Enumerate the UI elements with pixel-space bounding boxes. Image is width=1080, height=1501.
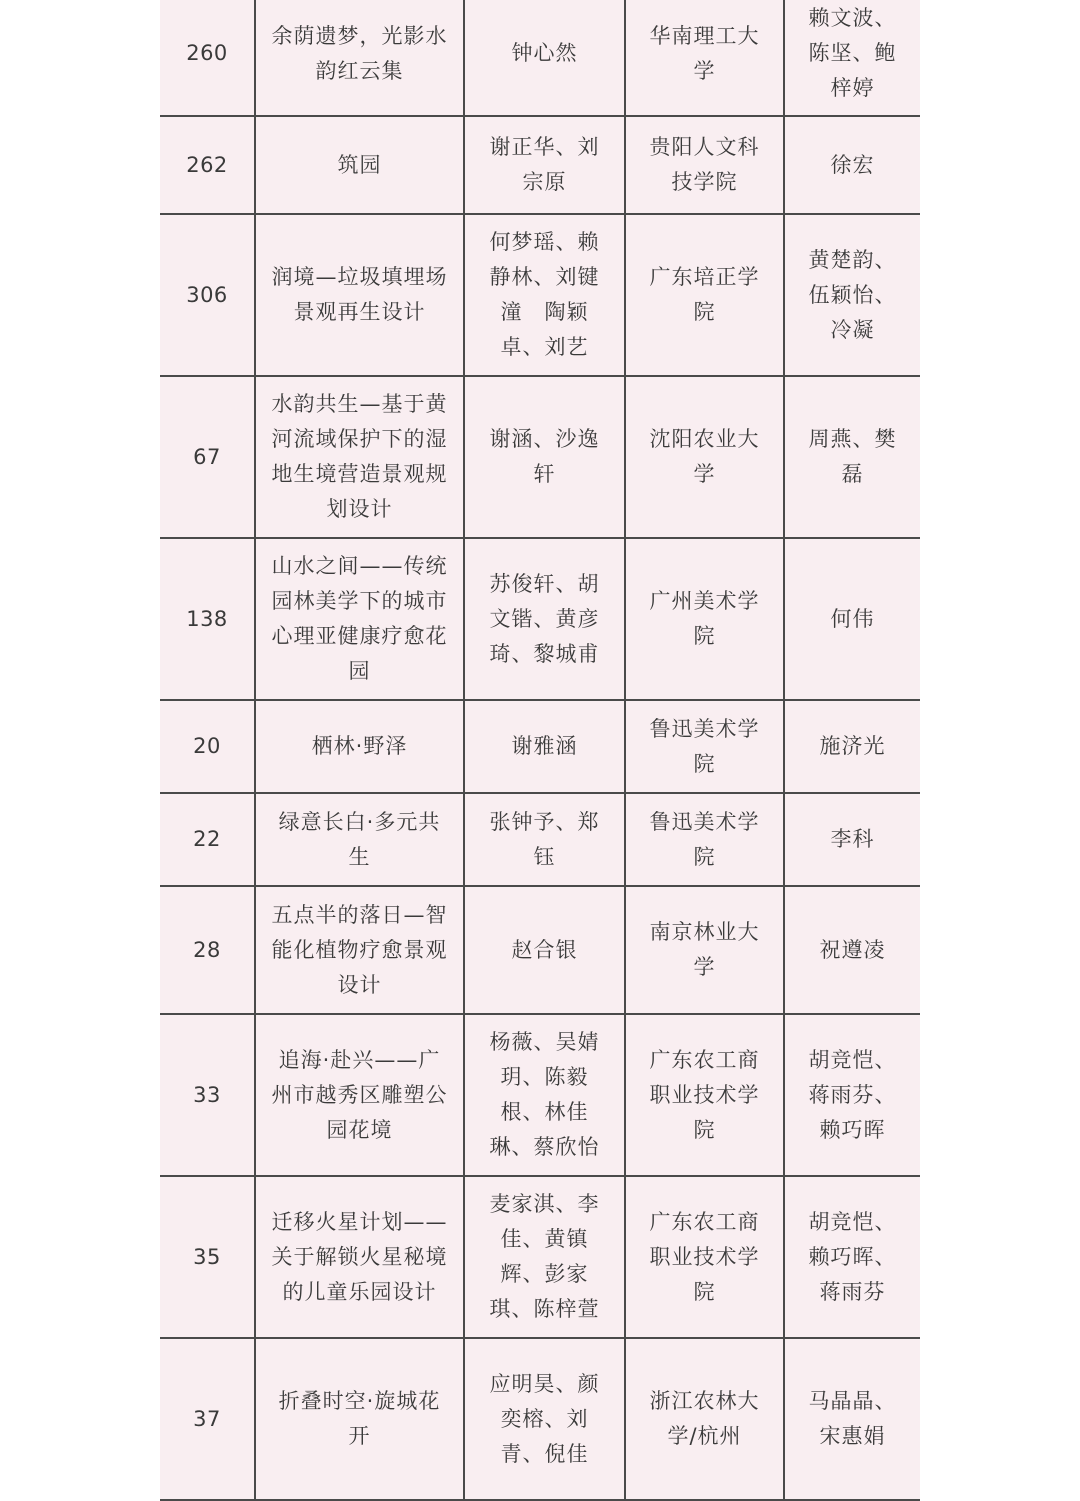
entry-title: 追海·赴兴——广州市越秀区雕塑公园花境 — [255, 1014, 464, 1176]
entry-school: 广东培正学院 — [625, 214, 784, 376]
entry-students: 谢正华、刘宗原 — [464, 116, 625, 214]
table-row — [160, 538, 920, 700]
entry-number: 138 — [160, 538, 255, 700]
entry-number: 28 — [160, 886, 255, 1014]
table-row — [160, 1176, 920, 1338]
entry-teachers: 胡竞恺、赖巧晖、蒋雨芬 — [784, 1176, 920, 1338]
entry-students: 杨薇、吴婧玥、陈毅根、林佳琳、蔡欣怡 — [464, 1014, 625, 1176]
entry-school: 鲁迅美术学院 — [625, 793, 784, 886]
entry-students: 应明昊、颜奕榕、刘青、倪佳 — [464, 1338, 625, 1500]
entry-teachers: 胡竞恺、蒋雨芬、赖巧晖 — [784, 1014, 920, 1176]
entry-school: 沈阳农业大学 — [625, 376, 784, 538]
entry-number: 260 — [160, 0, 255, 116]
entry-title: 余荫遗梦，光影水韵红云集 — [255, 0, 464, 116]
entry-school: 鲁迅美术学院 — [625, 700, 784, 793]
entry-teachers: 何伟 — [784, 538, 920, 700]
entry-teachers: 马晶晶、宋惠娟 — [784, 1338, 920, 1500]
entry-students: 张钟予、郑钰 — [464, 793, 625, 886]
award-table — [160, 0, 920, 1501]
table-row — [160, 793, 920, 886]
entry-teachers: 周燕、樊磊 — [784, 376, 920, 538]
entry-title: 筑园 — [255, 116, 464, 214]
entry-number: 67 — [160, 376, 255, 538]
entry-school: 广东农工商职业技术学院 — [625, 1014, 784, 1176]
entry-students: 麦家淇、李佳、黄镇辉、彭家琪、陈梓萱 — [464, 1176, 625, 1338]
entry-title: 迁移火星计划——关于解锁火星秘境的儿童乐园设计 — [255, 1176, 464, 1338]
entry-title: 栖林·野泽 — [255, 700, 464, 793]
entry-number: 262 — [160, 116, 255, 214]
table-row — [160, 700, 920, 793]
entry-number: 306 — [160, 214, 255, 376]
entry-school: 南京林业大学 — [625, 886, 784, 1014]
table-row — [160, 0, 920, 116]
entry-title: 五点半的落日—智能化植物疗愈景观设计 — [255, 886, 464, 1014]
table-row — [160, 214, 920, 376]
entry-students: 钟心然 — [464, 0, 625, 116]
entry-number: 33 — [160, 1014, 255, 1176]
entry-school: 广东农工商职业技术学院 — [625, 1176, 784, 1338]
entry-title: 折叠时空·旋城花开 — [255, 1338, 464, 1500]
award-table-body — [160, 0, 920, 1500]
table-row — [160, 376, 920, 538]
entry-title: 山水之间——传统园林美学下的城市心理亚健康疗愈花园 — [255, 538, 464, 700]
entry-teachers: 李科 — [784, 793, 920, 886]
entry-teachers: 施济光 — [784, 700, 920, 793]
table-row — [160, 886, 920, 1014]
table-row — [160, 1014, 920, 1176]
entry-school: 浙江农林大学/杭州 — [625, 1338, 784, 1500]
entry-teachers: 祝遵凌 — [784, 886, 920, 1014]
entry-number: 20 — [160, 700, 255, 793]
entry-students: 苏俊轩、胡文锴、黄彦琦、黎城甫 — [464, 538, 625, 700]
entry-teachers: 黄楚韵、伍颖怡、冷凝 — [784, 214, 920, 376]
entry-number: 37 — [160, 1338, 255, 1500]
entry-school: 华南理工大学 — [625, 0, 784, 116]
award-table-container — [160, 0, 920, 1501]
entry-title: 水韵共生—基于黄河流域保护下的湿地生境营造景观规划设计 — [255, 376, 464, 538]
entry-teachers: 赖文波、陈坚、鲍梓婷 — [784, 0, 920, 116]
table-row — [160, 1338, 920, 1500]
entry-title: 润境—垃圾填埋场景观再生设计 — [255, 214, 464, 376]
entry-school: 广州美术学院 — [625, 538, 784, 700]
table-row — [160, 116, 920, 214]
entry-number: 35 — [160, 1176, 255, 1338]
entry-students: 何梦瑶、赖静林、刘键潼 陶颖卓、刘艺 — [464, 214, 625, 376]
entry-title: 绿意长白·多元共生 — [255, 793, 464, 886]
entry-students: 谢涵、沙逸轩 — [464, 376, 625, 538]
entry-students: 赵合银 — [464, 886, 625, 1014]
entry-students: 谢雅涵 — [464, 700, 625, 793]
entry-teachers: 徐宏 — [784, 116, 920, 214]
entry-number: 22 — [160, 793, 255, 886]
entry-school: 贵阳人文科技学院 — [625, 116, 784, 214]
